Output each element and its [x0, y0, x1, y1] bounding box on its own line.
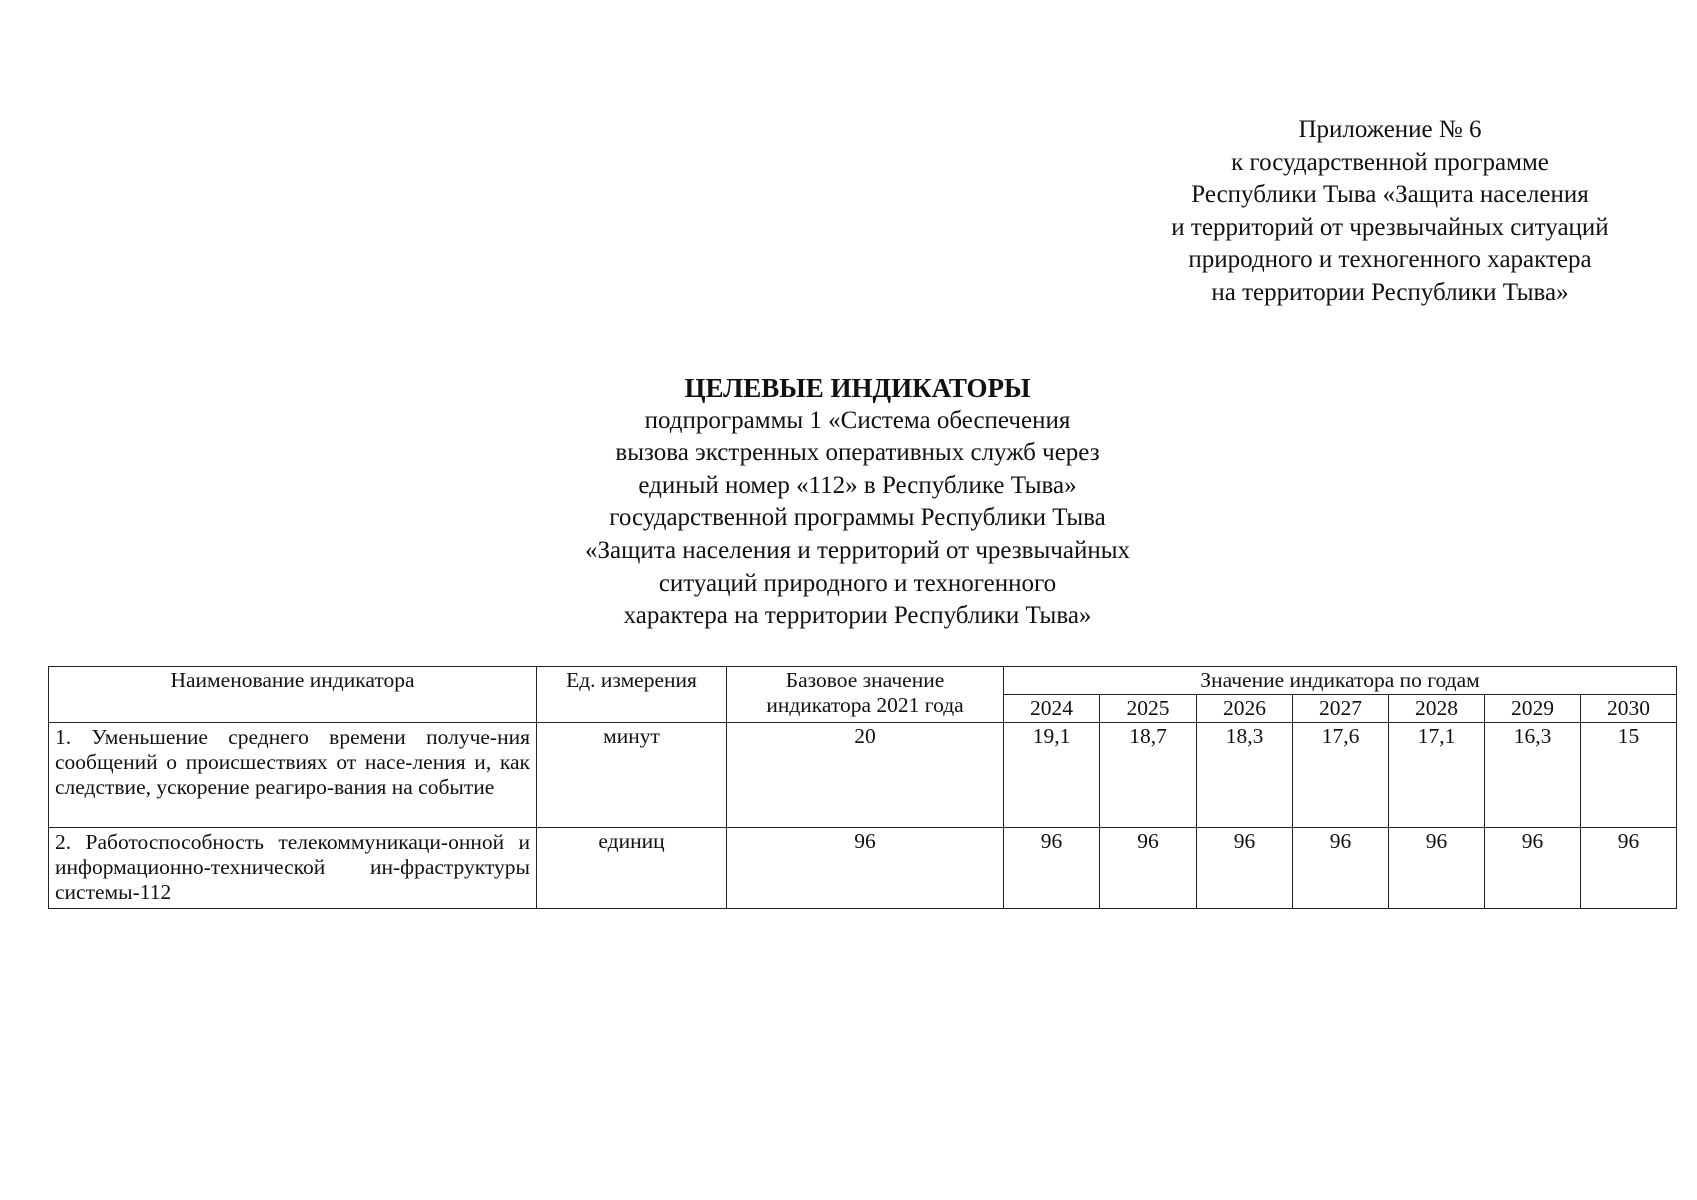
- indicator-year-value: 19,1: [1004, 723, 1100, 828]
- indicator-name: 2. Работоспособность телекоммуникаци-онной и информационно-технической ин-фраструктуры системы-112: [49, 828, 537, 909]
- header-base-value: Базовое значение индикатора 2021 года: [727, 667, 1004, 723]
- indicator-year-value: 96: [1100, 828, 1197, 909]
- indicator-year-value: 96: [1197, 828, 1293, 909]
- header-unit: Ед. измерения: [537, 667, 727, 723]
- indicator-name: 1. Уменьшение среднего времени получе-ния сообщений о происшествиях от насе-ления и, как следствие, ускорение реагиро-вания на событие: [49, 723, 537, 828]
- header-year: 2028: [1389, 695, 1485, 723]
- indicator-year-value: 17,1: [1389, 723, 1485, 828]
- appendix-caption: [1120, 114, 1660, 309]
- header-year: 2025: [1100, 695, 1197, 723]
- appendix-line: Приложение № 6: [1298, 116, 1482, 143]
- indicators-table: [48, 666, 1677, 909]
- indicator-base-value: 96: [727, 828, 1004, 909]
- indicator-year-value: 96: [1004, 828, 1100, 909]
- header-values-by-year: Значение индикатора по годам: [1004, 667, 1677, 695]
- header-year: 2027: [1293, 695, 1389, 723]
- table-row: [49, 723, 1677, 828]
- appendix-line: природного и техногенного характера: [1188, 246, 1592, 273]
- header-year: 2029: [1485, 695, 1581, 723]
- indicator-year-value: 96: [1485, 828, 1581, 909]
- indicator-unit: минут: [537, 723, 727, 828]
- indicator-year-value: 15: [1581, 723, 1677, 828]
- indicator-year-value: 18,3: [1197, 723, 1293, 828]
- header-year: 2030: [1581, 695, 1677, 723]
- header-year: 2024: [1004, 695, 1100, 723]
- subtitle-line: подпрограммы 1 «Система обеспечения: [644, 406, 1071, 434]
- subtitle-line: ситуаций природного и техногенного: [658, 569, 1057, 597]
- appendix-line: на территории Республики Тыва»: [1211, 278, 1569, 306]
- indicator-year-value: 96: [1389, 828, 1485, 909]
- appendix-line: и территорий от чрезвычайных ситуаций: [1171, 213, 1609, 241]
- indicator-year-value: 18,7: [1100, 723, 1197, 828]
- header-year: 2026: [1197, 695, 1293, 723]
- header-indicator-name: Наименование индикатора: [49, 667, 537, 723]
- indicator-unit: единиц: [537, 828, 727, 909]
- table-row: [49, 828, 1677, 909]
- indicator-year-value: 16,3: [1485, 723, 1581, 828]
- appendix-line: Республики Тыва «Защита населения: [1191, 181, 1589, 208]
- subtitle-line: единый номер «112» в Республике Тыва»: [638, 471, 1077, 499]
- subtitle-line: государственной программы Республики Тыва: [609, 504, 1106, 532]
- subtitle-line: «Защита населения и территорий от чрезвычайных: [584, 536, 1131, 564]
- subtitle-line: вызова экстренных оперативных служб через: [615, 439, 1100, 467]
- document-title: [440, 372, 1275, 633]
- indicator-year-value: 17,6: [1293, 723, 1389, 828]
- page-title: ЦЕЛЕВЫЕ ИНДИКАТОРЫ: [684, 373, 1031, 403]
- indicator-year-value: 96: [1581, 828, 1677, 909]
- subtitle-line: характера на территории Республики Тыва»: [623, 602, 1092, 630]
- appendix-line: к государственной программе: [1231, 148, 1549, 176]
- indicator-base-value: 20: [727, 723, 1004, 828]
- indicator-year-value: 96: [1293, 828, 1389, 909]
